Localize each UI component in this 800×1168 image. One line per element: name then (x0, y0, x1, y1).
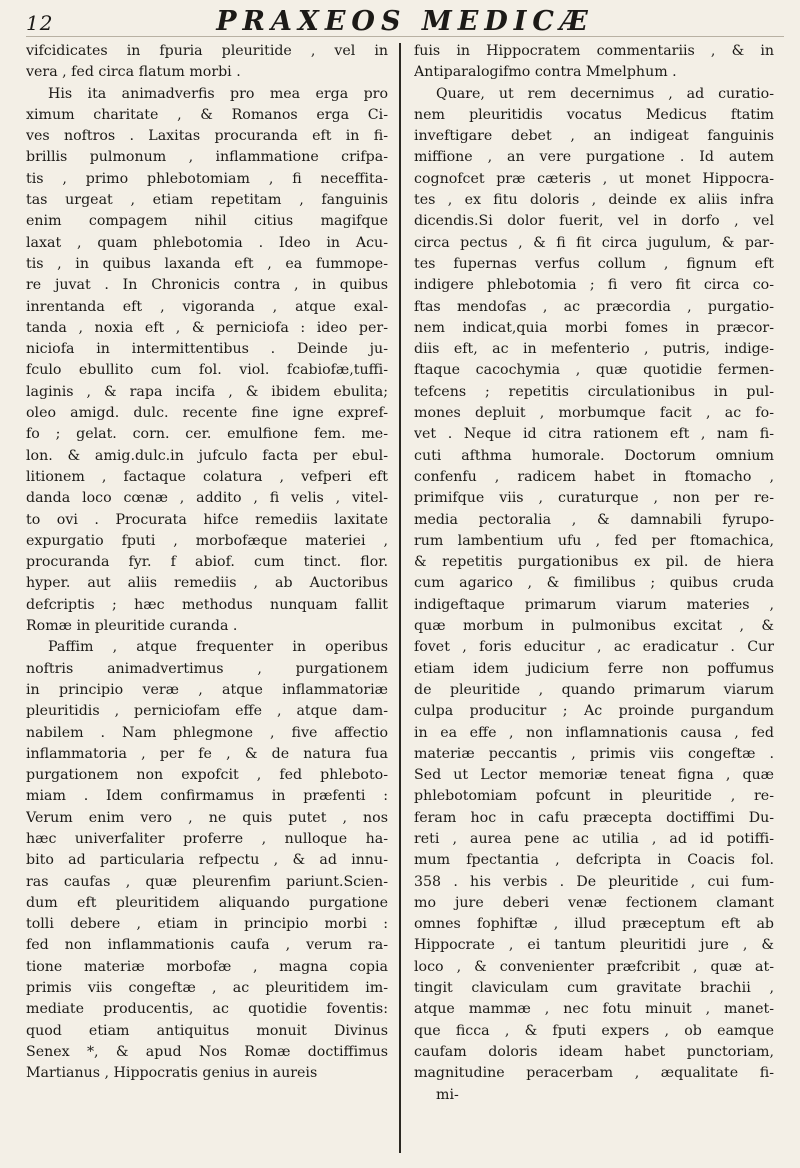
text-line: cognofcet præ cæteris , ut monet Hippocra- (414, 170, 774, 187)
text-line: vet . Neque id citra rationem eft , nam fi- (414, 426, 774, 443)
text-line: purgationem non expofcit , fed phleboto- (26, 767, 388, 784)
text-line: atque mammæ , nec fotu minuit , manet- (414, 1001, 774, 1018)
text-line: mediate producentis, ac quotidie foventis: (26, 1001, 388, 1018)
text-line: etiam idem judicium ferre non poffumus (414, 660, 774, 677)
text-line: procuranda fyr. f abiof. cum tinct. flor. (26, 554, 388, 571)
running-title: PRAXEOS MEDICÆ (216, 6, 594, 37)
text-line: in principio veræ , atque inflammatoriæ (26, 681, 388, 698)
text-line: nem pleuritidis vocatus Medicus ftatim (414, 106, 774, 123)
text-line: Antiparalogifmo contra Mmelphum . (414, 64, 677, 81)
text-line: ves noftros . Laxitas procuranda eft in fi- (26, 128, 388, 145)
text-line: ftas mendofas , ac præcordia , purgatio- (414, 298, 774, 315)
text-line: tefcens ; repetitis circulationibus in pul- (414, 383, 774, 400)
text-line: bito ad particularia refpectu , & ad innu- (26, 852, 388, 869)
text-line: rum lambentium ufu , fed per ftomachica, (414, 532, 774, 549)
text-line: reti , aurea pene ac utilia , ad id potiffi- (414, 830, 774, 847)
text-line: danda loco cœnæ , addito , fi velis , vitel- (26, 490, 388, 507)
text-line: brillis pulmonum , inflammatione crifpa- (26, 149, 388, 166)
text-line: Quare, ut rem decernimus , ad curatio- (436, 85, 774, 102)
left-column (26, 41, 396, 1153)
text-line: dum eft pleuritidem aliquando purgatione (26, 894, 388, 911)
text-line: tingit claviculam cum gravitate brachii , (414, 980, 774, 997)
text-line: cuti afthma humorale. Doctorum omnium (414, 447, 774, 464)
text-line: tes fupernas verfus collum , fignum eft (414, 255, 774, 272)
text-line: que ficca , & fputi expers , ob eamque (414, 1022, 774, 1039)
text-line: in ea effe , non inflamnationis causa , fed (414, 724, 774, 741)
text-line: confenfu , radicem habet in ftomacho , (414, 468, 774, 485)
text-line: inveftigare debet , an indigeat fanguinis (414, 128, 774, 145)
text-line: niciofa in intermittentibus . Deinde ju- (26, 341, 388, 358)
text-line: phlebotomiam pofcunt in pleuritide , re- (414, 788, 774, 805)
text-line: His ita animadverfis pro mea erga pro (48, 85, 388, 102)
column-divider (399, 43, 401, 1153)
text-line: caufam doloris ideam habet punctoriam, (414, 1043, 774, 1060)
text-line: 358 . his verbis . De pleuritide , cui fum- (414, 873, 774, 890)
text-line: dicendis.Si dolor fuerit, vel in dorfo , vel (414, 213, 774, 230)
text-line: nem indicat,quia morbi fomes in præcor- (414, 319, 774, 336)
right-column (404, 41, 774, 1153)
text-line: quæ morbum in pulmonibus excitat , & (414, 618, 774, 635)
text-line: ras caufas , quæ pleurenfim pariunt.Scien- (26, 873, 388, 890)
text-line: ftaque cacochymia , quæ quotidie fermen- (414, 362, 774, 379)
text-line: Sed ut Lector memoriæ teneat figna , quæ (414, 767, 774, 784)
text-line: fed non inflammationis caufa , verum ra- (26, 937, 388, 954)
text-line: Romæ in pleuritide curanda . (26, 618, 238, 635)
text-line: fovet , foris educitur , ac eradicatur . Cur (414, 639, 774, 656)
text-line: Verum enim vero , ne quis putet , nos (26, 809, 388, 826)
text-line: fculo ebullito cum fol. viol. fcabiofæ,tuffi- (26, 362, 388, 379)
text-line: tes , ex fitu doloris , deinde ex aliis infra (414, 192, 774, 209)
text-line: fo ; gelat. corn. cer. emulfione fem. me- (26, 426, 388, 443)
text-line: defcriptis ; hæc methodus nunquam fallit (26, 596, 388, 613)
text-line: inflammatoria , per fe , & de natura fua (26, 745, 388, 762)
page-number: 12 (26, 11, 54, 35)
text-line: mi- (436, 1086, 459, 1103)
text-line: re juvat . In Chronicis contra , in quibus (26, 277, 388, 294)
text-line: materiæ peccantis , primis viis congeftæ . (414, 745, 774, 762)
text-line: ximum charitate , & Romanos erga Ci- (26, 106, 388, 123)
text-line: tis , in quibus laxanda eft , ea fummope- (26, 255, 388, 272)
text-line: mo jure deberi venæ fectionem clamant (414, 894, 774, 911)
text-line: magnitudine peracerbam , æqualitate fi- (414, 1065, 774, 1082)
text-line: primis viis congeftæ , ac pleuritidem im- (26, 980, 388, 997)
text-line: noftris animadvertimus , purgationem (26, 660, 388, 677)
text-line: indigeftaque primarum viarum materies , (414, 596, 774, 613)
page-header (26, 6, 784, 37)
text-line: litionem , factaque colatura , vefperi eft (26, 468, 388, 485)
text-line: diis eft, ac in mefenterio , putris, indige- (414, 341, 774, 358)
text-line: pleuritidis , perniciofam effe , atque dam- (26, 703, 388, 720)
text-line: Martianus , Hippocratis genius in aureis (26, 1065, 318, 1082)
text-line: loco , & convenienter præfcribit , quæ at- (414, 958, 774, 975)
text-line: Senex *, & apud Nos Romæ doctiffimus (26, 1043, 388, 1060)
text-line: lon. & amig.dulc.in jufculo facta per ebul- (26, 447, 388, 464)
text-line: tis , primo phlebotomiam , fi neceffita- (26, 170, 388, 187)
text-line: culpa producitur ; Ac proinde purgandum (414, 703, 774, 720)
text-line: inrentanda eft , vigoranda , atque exal- (26, 298, 388, 315)
text-line: omnes fophiftæ , illud præceptum eft ab (414, 916, 774, 933)
text-line: de pleuritide , quando primarum viarum (414, 681, 774, 698)
text-line: primifque viis , curaturque , non per re- (414, 490, 774, 507)
text-line: circa pectus , & fi fit circa jugulum, & par- (414, 234, 774, 251)
text-line: enim compagem nihil citius magifque (26, 213, 388, 230)
text-line: expurgatio fputi , morbofæque materiei , (26, 532, 388, 549)
text-line: indigere phlebotomia ; fi vero fit circa co- (414, 277, 774, 294)
text-line: Hippocrate , ei tantum pleuritidi jure , & (414, 937, 774, 954)
text-columns (26, 41, 784, 1153)
text-line: & repetitis purgationibus ex pil. de hiera (414, 554, 774, 571)
text-line: media pectoralia , & damnabili fyrupo- (414, 511, 774, 528)
text-line: quod etiam antiquitus monuit Divinus (26, 1022, 388, 1039)
text-line: oleo amigd. dulc. recente fine igne expref- (26, 405, 388, 422)
text-line: nabilem . Nam phlegmone , five affectio (26, 724, 388, 741)
text-line: miffione , an vere purgatione . Id autem (414, 149, 774, 166)
text-line: vera , fed circa flatum morbi . (26, 64, 241, 81)
text-line: feram hoc in cafu præcepta doctiffimi Du- (414, 809, 774, 826)
text-line: mum fpectantia , defcripta in Coacis fol. (414, 852, 774, 869)
text-line: vifcidicates in fpuria pleuritide , vel in (26, 43, 388, 59)
text-line: tolli debere , etiam in principio morbi : (26, 916, 388, 933)
text-line: tas urgeat , etiam repetitam , fanguinis (26, 192, 388, 209)
text-line: cum agarico , & fimilibus ; quibus cruda (414, 575, 774, 592)
text-line: mones depluit , morbumque facit , ac fo- (414, 405, 774, 422)
text-line: hyper. aut aliis remediis , ab Auctoribus (26, 575, 388, 592)
text-line: hæc univerfaliter proferre , nulloque ha- (26, 830, 388, 847)
text-line: laxat , quam phlebotomia . Ideo in Acu- (26, 234, 388, 251)
text-line: to ovi . Procurata hifce remediis laxitate (26, 511, 388, 528)
text-line: miam . Idem confirmamus in præfenti : (26, 788, 388, 805)
text-line: tione materiæ morbofæ , magna copia (26, 958, 388, 975)
text-line: laginis , & rapa incifa , & ibidem ebulita; (26, 383, 388, 400)
text-line: tanda , noxia eft , & perniciofa : ideo per- (26, 319, 388, 336)
text-line: fuis in Hippocratem commentariis , & in (414, 43, 774, 59)
text-line: Paffim , atque frequenter in operibus (48, 639, 388, 656)
